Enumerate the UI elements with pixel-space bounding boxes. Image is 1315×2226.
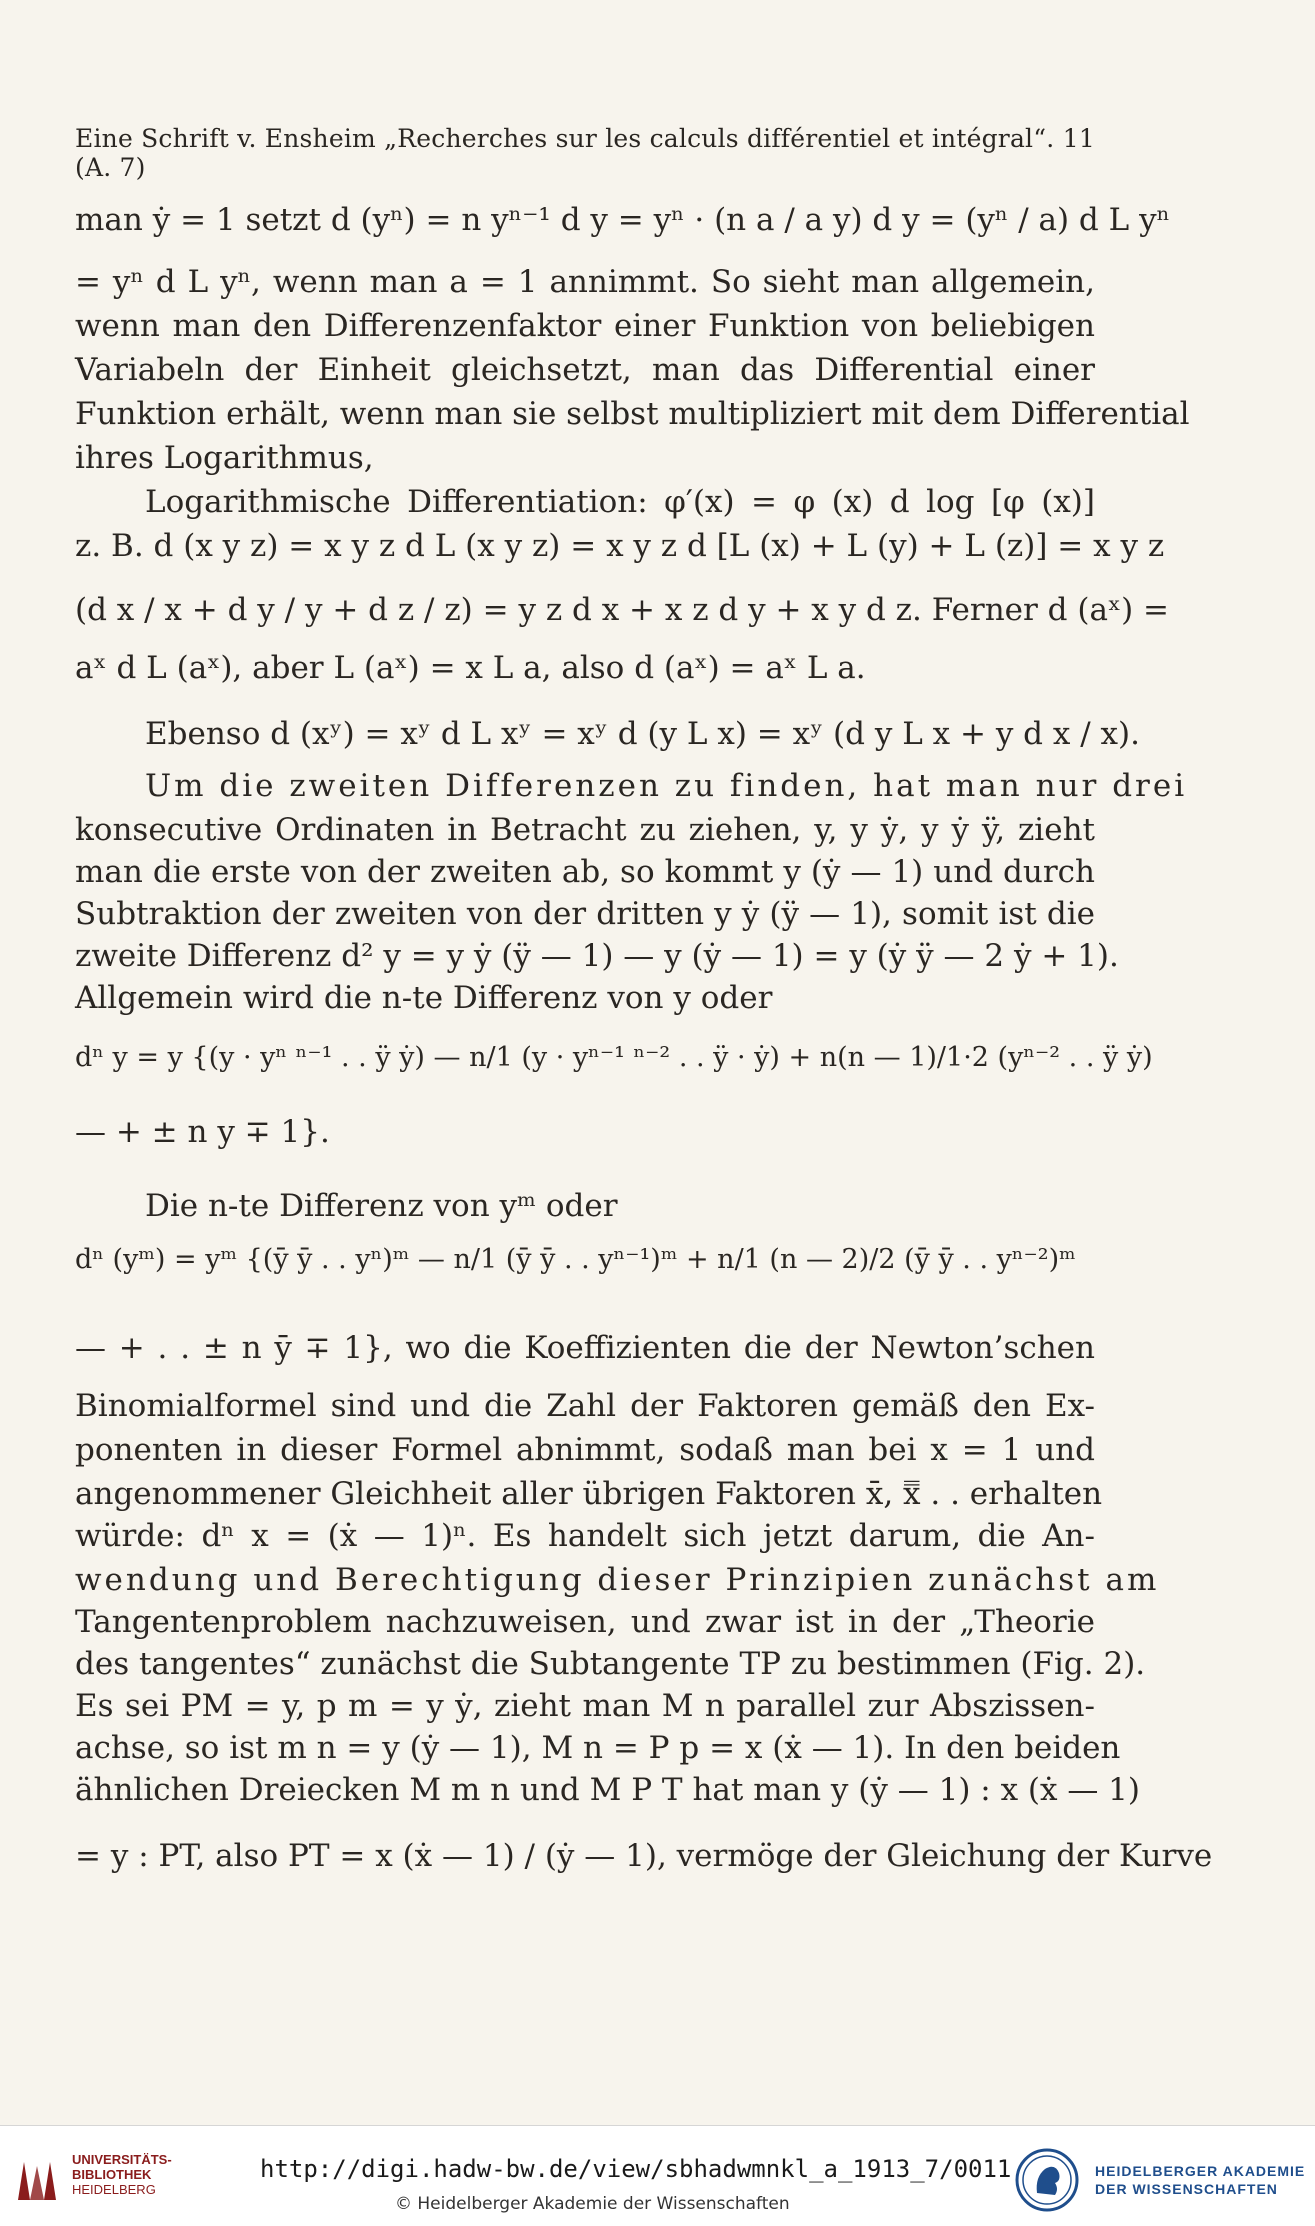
text-line: konsecutive Ordinaten in Betracht zu ziehen, y, y ẏ, y ẏ ÿ, zieht	[75, 812, 1095, 848]
text-line: Variabeln der Einheit gleichsetzt, man das Differential einer	[75, 352, 1095, 388]
library-name-line-2: BIBLIOTHEK	[72, 2167, 152, 2182]
text-line: wenn man den Differenzenfaktor einer Funktion von beliebigen	[75, 308, 1095, 344]
text-line: würde: dⁿ x = (ẋ — 1)ⁿ. Es handelt sich jetzt darum, die An-	[75, 1518, 1095, 1554]
text-line: aˣ d L (aˣ), aber L (aˣ) = x L a, also d (aˣ) = aˣ L a.	[75, 650, 866, 686]
academy-name-line-1: HEIDELBERGER AKADEMIE	[1095, 2163, 1306, 2179]
text-line: z. B. d (x y z) = x y z d L (x y z) = x y z d [L (x) + L (y) + L (z)] = x y z	[75, 528, 1165, 564]
text-line: wendung und Berechtigung dieser Prinzipien zunächst am	[75, 1562, 1160, 1598]
library-name-line-3: HEIDELBERG	[72, 2182, 156, 2197]
text-line: ihres Logarithmus,	[75, 440, 374, 476]
text-line: Um die zweiten Differenzen zu finden, hat man nur drei	[145, 768, 1188, 804]
text-line: ähnlichen Dreiecken M m n und M P T hat man y (ẏ — 1) : x (ẋ — 1)	[75, 1772, 1141, 1808]
formula-line: dⁿ y = y {(y · yⁿ ⁿ⁻¹ . . ÿ ẏ) — n/1 (y · yⁿ⁻¹ ⁿ⁻² . . ÿ · ẏ) + n(n — 1)/1·2 (yⁿ⁻² . . ÿ ẏ)	[75, 1042, 1153, 1073]
running-header	[75, 124, 1095, 182]
text-line: Tangentenproblem nachzuweisen, und zwar ist in der „Theorie	[75, 1604, 1095, 1640]
text-line: = yⁿ d L yⁿ, wenn man a = 1 annimmt. So sieht man allgemein,	[75, 264, 1095, 300]
text-line: Ebenso d (xʸ) = xʸ d L xʸ = xʸ d (y L x) = xʸ (d y L x + y d x / x).	[145, 716, 1140, 752]
formula-line: dⁿ (yᵐ) = yᵐ {(ȳ ȳ . . yⁿ)ᵐ — n/1 (ȳ ȳ . . yⁿ⁻¹)ᵐ + n/1 (n — 2)/2 (ȳ ȳ . . yⁿ⁻²)ᵐ	[75, 1244, 1076, 1275]
library-name-line-1: UNIVERSITÄTS-	[72, 2152, 172, 2167]
university-library-name	[72, 2152, 172, 2197]
copyright-notice: © Heidelberger Akademie der Wissenschaften	[395, 2194, 790, 2214]
text-line: des tangentes“ zunächst die Subtangente TP zu bestimmen (Fig. 2).	[75, 1646, 1146, 1682]
text-line: man ẏ = 1 setzt d (yⁿ) = n yⁿ⁻¹ d y = yⁿ · (n a / a y) d y = (yⁿ / a) d L yⁿ	[75, 202, 1170, 238]
text-line: Es sei PM = y, p m = y ẏ, zieht man M n parallel zur Abszissen-	[75, 1688, 1095, 1724]
text-line: man die erste von der zweiten ab, so kommt y (ẏ — 1) und durch	[75, 854, 1095, 890]
text-line: ponenten in dieser Formel abnimmt, sodaß man bei x = 1 und	[75, 1432, 1095, 1468]
text-line: Subtraktion der zweiten von der dritten y ẏ (ÿ — 1), somit ist die	[75, 896, 1095, 932]
text-line: — + . . ± n ȳ ∓ 1}, wo die Koeffizienten die der Newton’schen	[75, 1330, 1095, 1366]
academy-name	[1095, 2162, 1305, 2198]
academy-seal-icon	[1015, 2147, 1079, 2213]
permalink-url[interactable]: http://digi.hadw-bw.de/view/sbhadwmnkl_a_1913_7/0011	[260, 2155, 1012, 2183]
running-title: Eine Schrift v. Ensheim „Recherches sur les calculs différentiel et intégral“. (A. 7)	[75, 124, 1055, 182]
text-line: Logarithmische Differentiation: φ′(x) = φ (x) d log [φ (x)]	[145, 484, 1095, 520]
text-line: angenommener Gleichheit aller übrigen Faktoren x̄, x̿ . . erhalten	[75, 1476, 1103, 1512]
page-number: 11	[1062, 124, 1095, 153]
text-line: Allgemein wird die n-te Differenz von y oder	[75, 980, 773, 1016]
text-line: (d x / x + d y / y + d z / z) = y z d x + x z d y + x y d z. Ferner d (aˣ) =	[75, 592, 1170, 628]
text-line: = y : PT, also PT = x (ẋ — 1) / (ẏ — 1), vermöge der Gleichung der Kurve	[75, 1838, 1213, 1874]
text-line: Funktion erhält, wenn man sie selbst multipliziert mit dem Differential	[75, 396, 1190, 432]
formula-line: — + ± n y ∓ 1}.	[75, 1114, 330, 1150]
text-line: Die n-te Differenz von yᵐ oder	[145, 1188, 618, 1224]
text-line: zweite Differenz d² y = y ẏ (ÿ — 1) — y (ẏ — 1) = y (ẏ ÿ — 2 ẏ + 1).	[75, 938, 1119, 974]
text-line: achse, so ist m n = y (ẏ — 1), M n = P p = x (ẋ — 1). In den beiden	[75, 1730, 1121, 1766]
academy-name-line-2: DER WISSENSCHAFTEN	[1095, 2181, 1278, 2197]
university-library-logo-icon	[14, 2156, 60, 2206]
text-line: Binomialformel sind und die Zahl der Faktoren gemäß den Ex-	[75, 1388, 1095, 1424]
